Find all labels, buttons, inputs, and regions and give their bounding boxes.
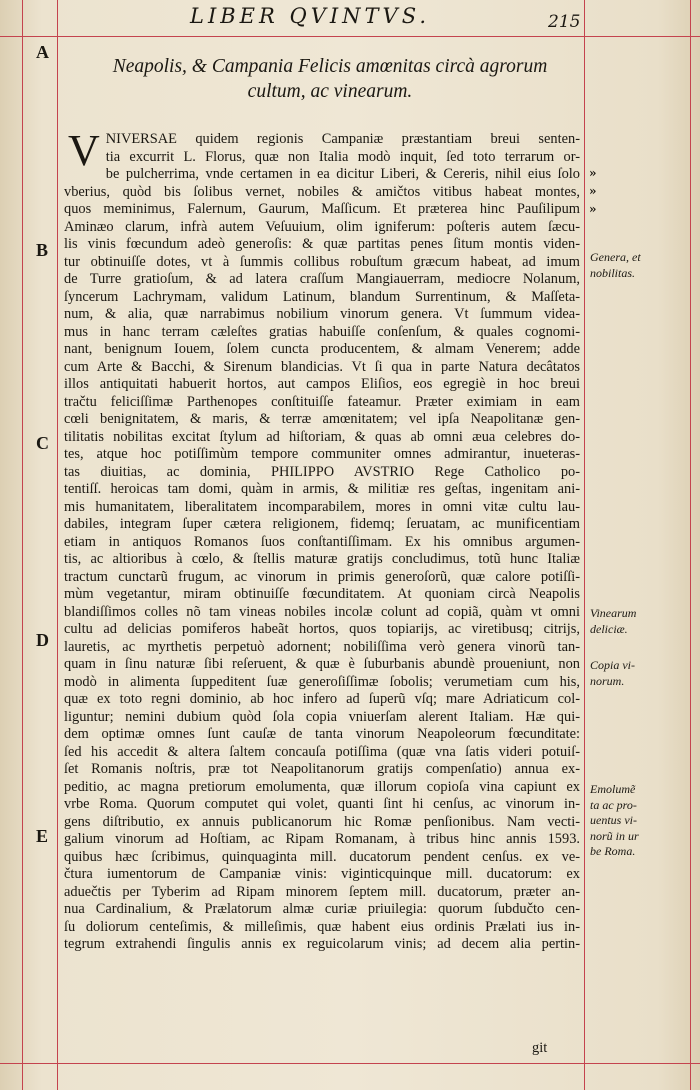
body-text bbox=[64, 126, 580, 954]
chapter-title-line: Neapolis, & Campania Felicis amœnitas circà agrorum bbox=[112, 56, 548, 77]
text-line: quam in ſinu naturæ ſibi reſeruent, & quæ è ſuburbanis abundè proueniunt, non bbox=[64, 656, 580, 672]
margin-quote-mark: » bbox=[589, 202, 597, 216]
margin-quote-mark: » bbox=[589, 166, 597, 180]
text-line: ſu doliorum centeſimis, & milleſimis, quæ habent eius ordinis Prælati ius in- bbox=[64, 918, 580, 935]
text-line: gens diſtributio, ex annuis publicanorum hic Romæ penſionibus. Nam vecti- bbox=[64, 813, 580, 830]
page-number: 215 bbox=[548, 12, 581, 32]
text-line: blandiſſimos colles nõ tam vineas nobiles incolæ colunt ad copiã, quàm vt omni bbox=[64, 603, 580, 620]
text-line: mùm vegetantur, miram obtinuiſſe fœcunditatem. At quoniam circà Neapolis bbox=[64, 586, 580, 602]
text-line: tia excurrit L. Florus, quæ non Italia modò inquit, ſed toto terrarum or- bbox=[105, 148, 580, 165]
text-line: tračtu feliciſſimæ Parthenopes conſtituiſſe fateamur. Præter eximiam in eam bbox=[64, 393, 580, 410]
section-letter-d: D bbox=[36, 630, 49, 650]
text-line: tas diuitias, ac dominia, PHILIPPO AVSTRIO Rege Catholico po- bbox=[64, 463, 580, 480]
text-line: vberius, quòd bis ſolibus vernet, nobiles & amičtos vitibus habeat montes, bbox=[64, 183, 580, 200]
text-line: be pulcherrima, vnde certamen in ea dicitur Liberi, & Cereris, nihil eius ſolo bbox=[105, 166, 580, 182]
text-line: NIVERSAE quidem regionis Campaniæ præstantiam breui senten- bbox=[105, 131, 580, 147]
text-line: nua Cardinalium, & Prælatorum almæ curiæ priuilegia: quorum ſubdučto cen- bbox=[64, 901, 580, 917]
text-line: dabiles, integram ſuper cætera religionem, fidemq; ſeruatam, ac munificentiam bbox=[64, 516, 580, 532]
text-line: mis humanitatem, liberalitatem incomparabilem, mores in omni vitæ cultu lau- bbox=[64, 498, 580, 515]
margin-note-line: deliciæ. bbox=[590, 621, 628, 636]
text-line: čtura iumentorum de Campaniæ vinis: viginticquinque mill. ducatorum: ex bbox=[64, 866, 580, 882]
text-line: tur obtinuiſſe dotes, vt à ſummis collibus robuſtum græcum habeat, ad imum bbox=[64, 253, 580, 270]
text-line: quæ ex toto regni dominio, ab hoc infero ad ſuperũ vſq; mare Adriaticum col- bbox=[64, 691, 580, 707]
margin-quote-mark: » bbox=[589, 184, 597, 198]
margin-note-line: Genera, et bbox=[590, 250, 641, 264]
text-line: illos antiquitati habuerit hortos, aut campos Eliſios, eos egregiè in hoc breui bbox=[64, 376, 580, 392]
section-letter-a: A bbox=[36, 42, 49, 62]
drop-cap: V bbox=[68, 126, 100, 175]
margin-note-line: ta ac pro- bbox=[590, 797, 637, 812]
left-rule-inner bbox=[57, 0, 58, 1090]
text-line: tes, atque hoc potiſſimùm tempore communiter omnes admirantur, inueteras- bbox=[64, 446, 580, 462]
text-line: tilitatis nobilitas excitat ſtylum ad hiſtoriam, & quas ab omni æua celebres do- bbox=[64, 428, 580, 445]
text-line: dem optimæ omnes ſunt cauſæ de tanta vinorum Neapoleorum fœcunditate: bbox=[64, 726, 580, 742]
margin-note-emolumenta bbox=[590, 782, 688, 860]
text-line: nant, benignum Iouem, ſolem cuncta producentem, & almam Venerem; adde bbox=[64, 341, 580, 357]
text-lines bbox=[64, 149, 580, 954]
margin-note-line: Copia vi- bbox=[590, 658, 635, 672]
right-rule-inner bbox=[584, 0, 585, 1090]
text-line: mus in hanc terram cæleſtes gratias habuiſſe conſenſum, & quales cognomi- bbox=[64, 323, 580, 340]
margin-note-line: norũ in ur bbox=[590, 828, 639, 843]
margin-note-line: Vinearum bbox=[590, 606, 637, 620]
text-line: ſyncerum Lachrymam, validum Latinum, blandum Surrentinum, & Maſſeta- bbox=[64, 288, 580, 305]
margin-note-line: norum. bbox=[590, 673, 625, 688]
text-line: quos meminimus, Falernum, Gaurum, Maſſicum. Et præterea hinc Pauſilipum bbox=[64, 201, 580, 217]
text-line: num, & alia, quæ narrabimus nobilium vinorum genera. Vt ſummum videa- bbox=[64, 306, 580, 322]
text-line: cum Arte & Bacchi, & Sirenum blandicias. Vt ſi qua in parte Natura decâtatos bbox=[64, 358, 580, 375]
text-line: liguntur; nemini dubium quòd ſola copia vniuerſam alerent Italiam. Hæ qui- bbox=[64, 708, 580, 725]
text-line: cultu ad delicias pomiferos habeãt hortos, quos topiarijs, ac viretibusq; citrijs, bbox=[64, 621, 580, 637]
section-letter-c: C bbox=[36, 433, 49, 453]
margin-note-genera bbox=[590, 250, 688, 281]
running-head: LIBER QVINTVS. bbox=[190, 4, 431, 28]
margin-note-line: Emolumẽ bbox=[590, 782, 636, 796]
margin-note-vinearum bbox=[590, 606, 688, 637]
text-line: etiam in antiquos Romanos ſuos conſtantiſſimam. Ex his omnibus argumen- bbox=[64, 533, 580, 550]
margin-note-copia bbox=[590, 658, 688, 689]
text-line: lauretis, ac myrthetis perpetuò adornent; nobiliſſima verò genera vinorũ tan- bbox=[64, 638, 580, 655]
text-line: modò in alimenta ſuppeditent ſuæ generoſiſſimæ ſobolis; verumetiam cum his, bbox=[64, 673, 580, 690]
top-rule bbox=[0, 36, 700, 37]
margin-note-line: uentus vi- bbox=[590, 813, 637, 827]
text-line: vrbe Roma. Quorum computet qui volet, quanti ſint hi cenſus, ac vinorum in- bbox=[64, 796, 580, 812]
chapter-title bbox=[70, 54, 590, 104]
right-rule-outer bbox=[690, 0, 691, 1090]
text-line: tegrum extrahendi ſingulis annis ex reguicolarum vinis; ad decem alia pertin- bbox=[64, 936, 580, 952]
text-line: tis, ac altioribus à cœlo, & ſtellis maturæ gratijs concludimus, totũ hunc Italiæ bbox=[64, 551, 580, 567]
text-line: quibus hæc ſcribimus, quinquaginta mill. ducatorum pendent cenſus. ex ve- bbox=[64, 848, 580, 865]
chapter-title-line: cultum, ac vinearum. bbox=[247, 81, 413, 102]
left-rule-outer bbox=[22, 0, 23, 1090]
bottom-rule bbox=[0, 1063, 700, 1064]
text-line: cœli benignitatem, & maris, & terræ amœnitatem; vel ipſa Neapolitanæ gen- bbox=[64, 411, 580, 427]
section-letter-b: B bbox=[36, 240, 49, 260]
text-line: ſet Romanis noſtris, præ tot Neapolitanorum gratijs compenſatio) annua ex- bbox=[64, 761, 580, 777]
text-line: Aminæo clarum, infrà autem Veſuuium, olim igniferum: poſteris autem ſæcu- bbox=[64, 218, 580, 235]
text-line: peditio, ac magna pretiorum emolumenta, quæ illorum copioſa vina capiunt ex bbox=[64, 778, 580, 795]
margin-note-line: nobilitas. bbox=[590, 265, 636, 280]
text-line: aduečtis per Tyberim ad Ripam minorem ſeptem mill. ducatorum, præter an- bbox=[64, 883, 580, 900]
text-line: de Turre gratioſum, & ad latera craſſum Mangiauerram, mediocre Nolanum, bbox=[64, 271, 580, 287]
text-line: tractum cunctarũ frugum, ac vinorum in primis generoſorũ, quæ calore potiſſi- bbox=[64, 568, 580, 585]
section-letter-e: E bbox=[36, 826, 49, 846]
text-line: tentiſſ. heroicas tam domi, quàm in armis, & militiæ res geſtas, ingenitam ani- bbox=[64, 481, 580, 497]
text-line: galium vinorum ad Hoſtiam, ac Ripam Romanam, à tribus hinc annis 1593. bbox=[64, 831, 580, 847]
catchword: git bbox=[532, 1040, 548, 1056]
text-line: lis vinis fœcundum adeò generoſis: & quæ partitas penes ſitum montis viden- bbox=[64, 236, 580, 252]
text-line: ſed his accedit & altera ſaltem concauſa potiſſima (quæ vna ſatis videri potuiſ- bbox=[64, 743, 580, 760]
margin-note-line: be Roma. bbox=[590, 844, 636, 858]
